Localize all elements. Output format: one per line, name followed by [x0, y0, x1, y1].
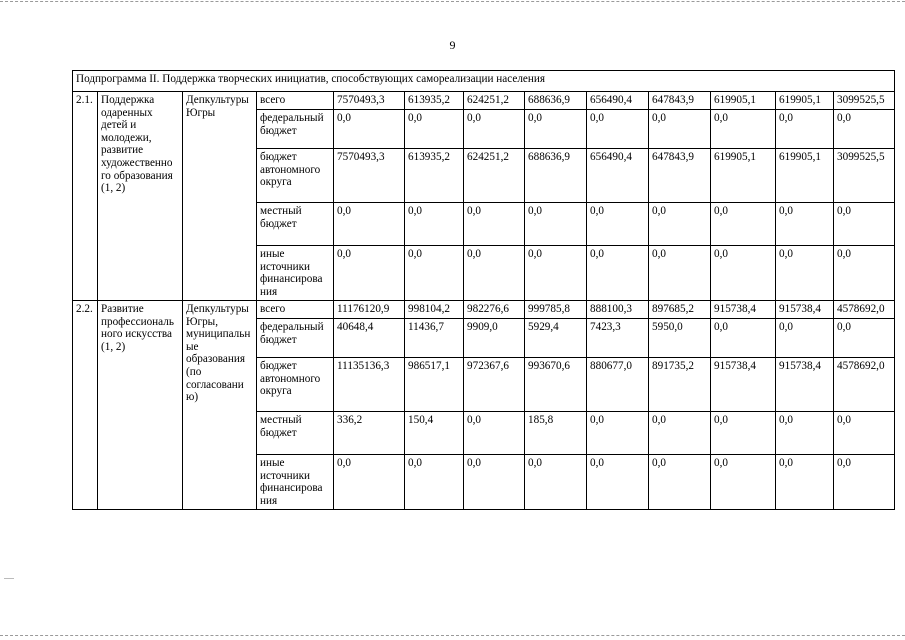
amount-cell: 0,0 [776, 455, 834, 510]
amount-cell: 982276,6 [464, 301, 525, 319]
amount-cell: 4578692,0 [834, 358, 895, 412]
amount-cell: 0,0 [776, 319, 834, 358]
table-row [73, 92, 895, 110]
amount-cell: 0,0 [587, 203, 649, 246]
amount-cell: 0,0 [834, 455, 895, 510]
funding-source: бюджет автономного округа [257, 149, 334, 203]
amount-cell: 647843,9 [649, 149, 711, 203]
amount-cell: 5929,4 [525, 319, 587, 358]
left-margin-mark [4, 578, 14, 579]
table-row [73, 301, 895, 319]
amount-cell: 915738,4 [776, 358, 834, 412]
amount-cell: 0,0 [776, 110, 834, 149]
amount-cell: 0,0 [649, 246, 711, 301]
amount-cell: 619905,1 [711, 92, 776, 110]
amount-cell: 688636,9 [525, 92, 587, 110]
amount-cell: 0,0 [711, 110, 776, 149]
amount-cell: 0,0 [649, 110, 711, 149]
amount-cell: 7423,3 [587, 319, 649, 358]
amount-cell: 624251,2 [464, 92, 525, 110]
amount-cell: 0,0 [834, 203, 895, 246]
amount-cell: 897685,2 [649, 301, 711, 319]
amount-cell: 0,0 [405, 455, 464, 510]
amount-cell: 619905,1 [711, 149, 776, 203]
amount-cell: 0,0 [334, 455, 405, 510]
amount-cell: 3099525,5 [834, 149, 895, 203]
amount-cell: 0,0 [711, 319, 776, 358]
amount-cell: 0,0 [649, 203, 711, 246]
amount-cell: 0,0 [464, 246, 525, 301]
amount-cell: 185,8 [525, 412, 587, 455]
financing-table [72, 70, 895, 510]
amount-cell: 613935,2 [405, 149, 464, 203]
measure-name: Поддержка одаренных детей и молодежи, развитие художественно го образования (1, 2) [98, 92, 183, 301]
amount-cell: 619905,1 [776, 92, 834, 110]
amount-cell: 0,0 [405, 203, 464, 246]
amount-cell: 0,0 [711, 412, 776, 455]
bottom-scan-edge [0, 635, 905, 636]
amount-cell: 7570493,3 [334, 92, 405, 110]
amount-cell: 0,0 [834, 412, 895, 455]
funding-source: всего [257, 301, 334, 319]
amount-cell: 0,0 [464, 412, 525, 455]
amount-cell: 0,0 [587, 246, 649, 301]
amount-cell: 150,4 [405, 412, 464, 455]
funding-source: федеральный бюджет [257, 319, 334, 358]
amount-cell: 880677,0 [587, 358, 649, 412]
amount-cell: 647843,9 [649, 92, 711, 110]
page-number: 9 [449, 38, 456, 52]
funding-source: иные источники финансирова ния [257, 455, 334, 510]
amount-cell: 9909,0 [464, 319, 525, 358]
amount-cell: 0,0 [649, 412, 711, 455]
measure-number: 2.2. [73, 301, 98, 510]
amount-cell: 0,0 [464, 203, 525, 246]
amount-cell: 0,0 [464, 110, 525, 149]
amount-cell: 888100,3 [587, 301, 649, 319]
amount-cell: 0,0 [587, 412, 649, 455]
amount-cell: 972367,6 [464, 358, 525, 412]
amount-cell: 0,0 [711, 246, 776, 301]
amount-cell: 5950,0 [649, 319, 711, 358]
amount-cell: 0,0 [776, 203, 834, 246]
amount-cell: 336,2 [334, 412, 405, 455]
measure-name: Развитие профессиональ ного искусства (1, 2) [98, 301, 183, 510]
amount-cell: 0,0 [334, 110, 405, 149]
amount-cell: 0,0 [525, 455, 587, 510]
amount-cell: 915738,4 [776, 301, 834, 319]
amount-cell: 4578692,0 [834, 301, 895, 319]
amount-cell: 3099525,5 [834, 92, 895, 110]
amount-cell: 624251,2 [464, 149, 525, 203]
amount-cell: 619905,1 [776, 149, 834, 203]
subprogram-title: Подпрограмма II. Поддержка творческих инициатив, способствующих самореализации населения [73, 71, 895, 92]
amount-cell: 0,0 [334, 203, 405, 246]
amount-cell: 0,0 [525, 246, 587, 301]
executor: Депкультуры Югры, муниципальн ые образования (по согласовани ю) [183, 301, 257, 510]
amount-cell: 0,0 [405, 110, 464, 149]
amount-cell: 998104,2 [405, 301, 464, 319]
amount-cell: 7570493,3 [334, 149, 405, 203]
funding-source: всего [257, 92, 334, 110]
executor: Депкультуры Югры [183, 92, 257, 301]
amount-cell: 11135136,3 [334, 358, 405, 412]
amount-cell: 0,0 [834, 246, 895, 301]
amount-cell: 915738,4 [711, 358, 776, 412]
amount-cell: 656490,4 [587, 149, 649, 203]
amount-cell: 40648,4 [334, 319, 405, 358]
top-scan-edge [0, 1, 905, 2]
amount-cell: 915738,4 [711, 301, 776, 319]
funding-source: федеральный бюджет [257, 110, 334, 149]
amount-cell: 11436,7 [405, 319, 464, 358]
amount-cell: 0,0 [464, 455, 525, 510]
amount-cell: 0,0 [405, 246, 464, 301]
amount-cell: 0,0 [587, 110, 649, 149]
amount-cell: 0,0 [776, 412, 834, 455]
amount-cell: 986517,1 [405, 358, 464, 412]
amount-cell: 0,0 [334, 246, 405, 301]
funding-source: местный бюджет [257, 203, 334, 246]
amount-cell: 0,0 [834, 319, 895, 358]
amount-cell: 11176120,9 [334, 301, 405, 319]
amount-cell: 0,0 [711, 203, 776, 246]
amount-cell: 0,0 [834, 110, 895, 149]
funding-source: местный бюджет [257, 412, 334, 455]
amount-cell: 0,0 [649, 455, 711, 510]
amount-cell: 999785,8 [525, 301, 587, 319]
amount-cell: 891735,2 [649, 358, 711, 412]
subprogram-row [73, 71, 895, 92]
amount-cell: 656490,4 [587, 92, 649, 110]
amount-cell: 0,0 [525, 203, 587, 246]
amount-cell: 0,0 [776, 246, 834, 301]
amount-cell: 0,0 [525, 110, 587, 149]
amount-cell: 688636,9 [525, 149, 587, 203]
amount-cell: 993670,6 [525, 358, 587, 412]
measure-number: 2.1. [73, 92, 98, 301]
amount-cell: 0,0 [587, 455, 649, 510]
amount-cell: 0,0 [711, 455, 776, 510]
funding-source: бюджет автономного округа [257, 358, 334, 412]
funding-source: иные источники финансирова ния [257, 246, 334, 301]
amount-cell: 613935,2 [405, 92, 464, 110]
